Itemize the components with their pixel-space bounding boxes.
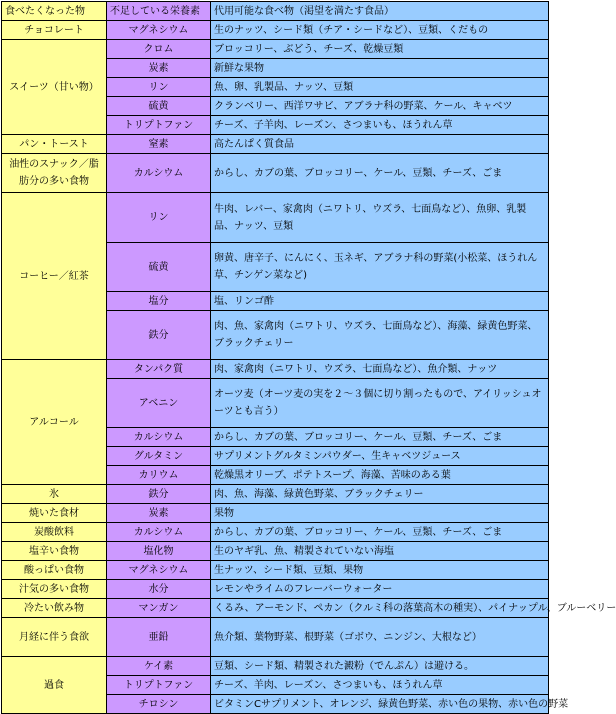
substitute-foods-cell: くるみ、アーモンド、ペカン（クルミ科の落葉高木の種実）、パイナップル、ブルーベリー: [211, 599, 549, 618]
food-craving-table: [1, 1, 616, 714]
substitute-foods-cell: 生のナッツ、シード類（チア・シードなど）、豆類、くだもの: [211, 21, 549, 40]
craved-food-cell: 焼いた食材: [2, 504, 107, 523]
nutrient-cell: 塩分: [107, 292, 211, 311]
substitute-foods-cell: 肉、魚、家禽肉（ニワトリ、ウズラ、七面鳥など）、海藻、緑黄色野菜、ブラックチェリー: [211, 311, 549, 360]
craved-food-cell: 油性のスナック／脂肪分の多い食物: [2, 154, 107, 193]
nutrient-cell: 硫黄: [107, 97, 211, 116]
table-row: [2, 561, 549, 580]
table-row: [2, 599, 549, 618]
nutrient-cell: 亜鉛: [107, 618, 211, 657]
nutrient-cell: 窒素: [107, 135, 211, 154]
nutrient-cell: マンガン: [107, 599, 211, 618]
substitute-foods-cell: 生ナッツ、シード類、豆類、果物: [211, 561, 549, 580]
craved-food-cell: スイーツ（甘い物）: [2, 40, 107, 135]
nutrient-cell: 鉄分: [107, 485, 211, 504]
substitute-foods-cell: ビタミンCサプリメント、オレンジ、緑黄色野菜、赤い色の果物、赤い色の野菜: [211, 695, 549, 714]
substitute-foods-cell: 魚介類、葉物野菜、根野菜（ゴボウ、ニンジン、大根など）: [211, 618, 549, 657]
substitute-foods-cell: クランベリー、西洋ワサビ、アブラナ科の野菜、ケール、キャベツ: [211, 97, 549, 116]
table-row: [2, 657, 549, 676]
nutrient-cell: マグネシウム: [107, 21, 211, 40]
table-body: [2, 2, 616, 714]
nutrient-cell: カルシウム: [107, 154, 211, 193]
substitute-foods-cell: 新鮮な果物: [211, 59, 549, 78]
substitute-foods-cell: からし、カブの葉、ブロッコリー、ケール、豆類、チーズ、ごま: [211, 523, 549, 542]
craved-food-cell: 冷たい飲み物: [2, 599, 107, 618]
table-row: [2, 618, 549, 657]
substitute-foods-cell: 肉、家禽肉（ニワトリ、ウズラ、七面鳥など）、魚介類、ナッツ: [211, 360, 549, 379]
header-row: [2, 2, 549, 21]
substitute-foods-cell: からし、カブの葉、ブロッコリー、ケール、豆類、チーズ、ごま: [211, 154, 549, 193]
nutrient-cell: ケイ素: [107, 657, 211, 676]
nutrient-cell: 塩化物: [107, 542, 211, 561]
substitute-foods-cell: 豆類、シード類、精製された澱粉（でんぷん）は避ける。: [211, 657, 549, 676]
substitute-foods-cell: チーズ、子羊肉、レーズン、さつまいも、ほうれん草: [211, 116, 549, 135]
substitute-foods-cell: 果物: [211, 504, 549, 523]
table-row: [2, 193, 549, 243]
nutrient-cell: タンパク質: [107, 360, 211, 379]
craved-food-cell: アルコール: [2, 360, 107, 485]
nutrient-cell: グルタミン: [107, 447, 211, 466]
craved-food-cell: 月経に伴う食欲: [2, 618, 107, 657]
craved-food-cell: 汁気の多い食物: [2, 580, 107, 599]
nutrient-cell: カルシウム: [107, 428, 211, 447]
nutrient-cell: 鉄分: [107, 311, 211, 360]
table-row: [2, 154, 549, 193]
header-craved-food: 食べたくなった物: [2, 2, 107, 21]
substitute-foods-cell: 乾燥黒オリーブ、ポテトスープ、海藻、苦味のある葉: [211, 466, 549, 485]
table-row: [2, 135, 549, 154]
nutrient-cell: 炭素: [107, 59, 211, 78]
craved-food-cell: パン・トースト: [2, 135, 107, 154]
nutrient-cell: トリプトファン: [107, 676, 211, 695]
nutrient-cell: リン: [107, 193, 211, 243]
nutrient-cell: マグネシウム: [107, 561, 211, 580]
nutrient-cell: アベニン: [107, 379, 211, 428]
substitute-foods-cell: チーズ、羊肉、レーズン、さつまいも、ほうれん草: [211, 676, 549, 695]
craved-food-cell: 氷: [2, 485, 107, 504]
craved-food-cell: コーヒー／紅茶: [2, 193, 107, 360]
substitute-foods-cell: ブロッコリー、ぶどう、チーズ、乾燥豆類: [211, 40, 549, 59]
substitute-foods-cell: 卵黄、唐辛子、にんにく、玉ネギ、アブラナ科の野菜(小松菜、ほうれん草、チンゲン菜など): [211, 243, 549, 292]
nutrient-cell: チロシン: [107, 695, 211, 714]
header-substitute-foods: 代用可能な食べ物（渇望を満たす食品）: [211, 2, 549, 21]
table-row: [2, 580, 549, 599]
table-row: [2, 523, 549, 542]
table-row: [2, 21, 549, 40]
table-row: [2, 485, 549, 504]
substitute-foods-cell: オーツ麦（オーツ麦の実を２～３個に切り割ったもので、アイリッシュオーツとも言う）: [211, 379, 549, 428]
craved-food-cell: 炭酸飲料: [2, 523, 107, 542]
substitute-foods-cell: 牛肉、レバー、家禽肉（ニワトリ、ウズラ、七面鳥など）、魚卵、乳製品、ナッツ、豆類: [211, 193, 549, 243]
nutrient-cell: カリウム: [107, 466, 211, 485]
nutrient-cell: 水分: [107, 580, 211, 599]
table-row: [2, 40, 549, 59]
craved-food-cell: チョコレート: [2, 21, 107, 40]
craved-food-cell: 塩辛い食物: [2, 542, 107, 561]
craved-food-cell: 過食: [2, 657, 107, 714]
header-deficient-nutrient: 不足している栄養素: [107, 2, 211, 21]
nutrient-cell: 硫黄: [107, 243, 211, 292]
table-row: [2, 542, 549, 561]
nutrient-cell: カルシウム: [107, 523, 211, 542]
substitute-foods-cell: からし、カブの葉、ブロッコリー、ケール、豆類、チーズ、ごま: [211, 428, 549, 447]
substitute-foods-cell: 魚、卵、乳製品、ナッツ、豆類: [211, 78, 549, 97]
table-row: [2, 504, 549, 523]
nutrient-cell: リン: [107, 78, 211, 97]
substitute-foods-cell: 高たんぱく質食品: [211, 135, 549, 154]
nutrient-cell: トリプトファン: [107, 116, 211, 135]
nutrient-cell: クロム: [107, 40, 211, 59]
substitute-foods-cell: レモンやライムのフレーバーウォーター: [211, 580, 549, 599]
substitute-foods-cell: 肉、魚、海藻、緑黄色野菜、ブラックチェリー: [211, 485, 549, 504]
substitute-foods-cell: 塩、リンゴ酢: [211, 292, 549, 311]
craved-food-cell: 酸っぱい食物: [2, 561, 107, 580]
substitute-foods-cell: サプリメントグルタミンパウダー、生キャベツジュース: [211, 447, 549, 466]
substitute-foods-cell: 生のヤギ乳、魚、精製されていない海塩: [211, 542, 549, 561]
nutrient-cell: 炭素: [107, 504, 211, 523]
table-row: [2, 360, 549, 379]
